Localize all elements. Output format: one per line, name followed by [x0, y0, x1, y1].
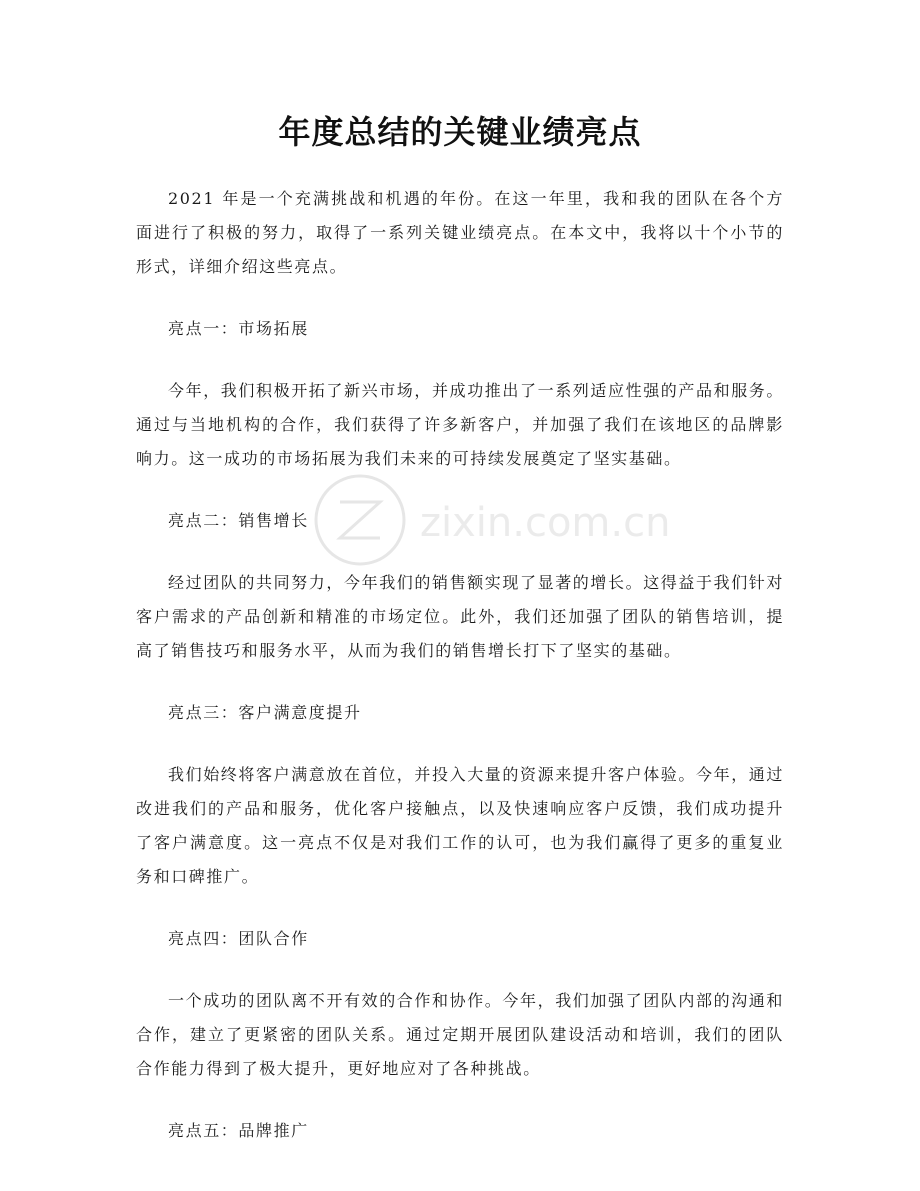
intro-paragraph: 2021 年是一个充满挑战和机遇的年份。在这一年里，我和我的团队在各个方面进行了积极的努力，取得了一系列关键业绩亮点。在本文中，我将以十个小节的形式，详细介绍这些亮点。 — [136, 189, 784, 276]
document-title: 年度总结的关键业绩亮点 — [278, 113, 642, 151]
section-body-4: 一个成功的团队离不开有效的合作和协作。今年，我们加强了团队内部的沟通和合作，建立了更紧密的团队关系。通过定期开展团队建设活动和培训，我们的团队合作能力得到了极大提升，更好地应对了各种挑战。 — [136, 991, 785, 1078]
section-heading-3: 亮点三：客户满意度提升 — [168, 703, 362, 722]
section-heading-4: 亮点四：团队合作 — [168, 929, 309, 948]
section-body-1: 今年，我们积极开拓了新兴市场，并成功推出了一系列适应性强的产品和服务。通过与当地机构的合作，我们获得了许多新客户，并加强了我们在该地区的品牌影响力。这一成功的市场拓展为我们未来的可持续发展奠定了坚实基础。 — [136, 381, 785, 468]
document-body — [136, 182, 784, 1176]
watermark-text: zixin.com.cn — [420, 500, 671, 546]
section-heading-2: 亮点二：销售增长 — [168, 511, 309, 530]
section-heading-1: 亮点一：市场拓展 — [168, 319, 309, 338]
section-heading-5: 亮点五：品牌推广 — [168, 1121, 309, 1140]
section-body-2: 经过团队的共同努力，今年我们的销售额实现了显著的增长。这得益于我们针对客户需求的产品创新和精准的市场定位。此外，我们还加强了团队的销售培训，提高了销售技巧和服务水平，从而为我们的销售增长打下了坚实的基础。 — [136, 573, 785, 660]
section-body-3: 我们始终将客户满意放在首位，并投入大量的资源来提升客户体验。今年，通过改进我们的产品和服务，优化客户接触点，以及快速响应客户反馈，我们成功提升了客户满意度。这一亮点不仅是对我们工作的认可，也为我们赢得了更多的重复业务和口碑推广。 — [136, 765, 785, 886]
